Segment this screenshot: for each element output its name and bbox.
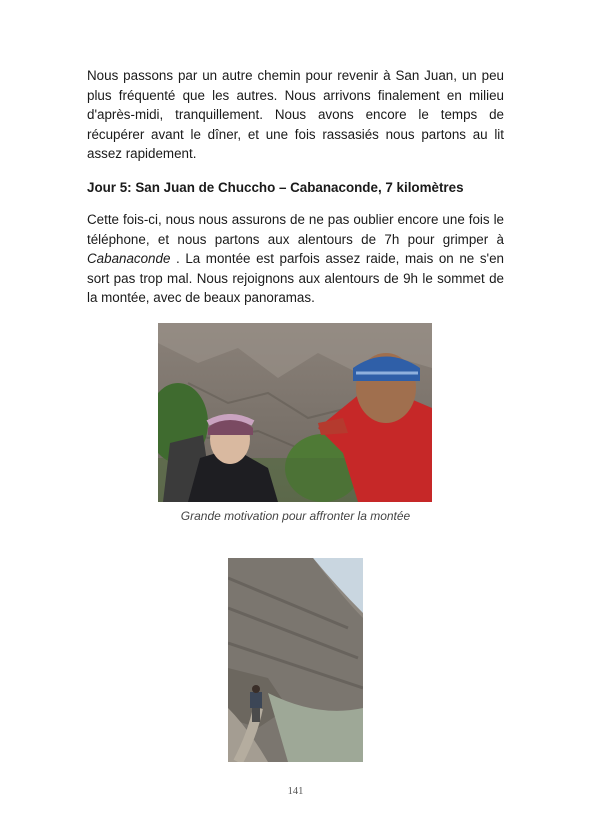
trail-photo: [228, 558, 363, 762]
paragraph-return-san-juan: Nous passons par un autre chemin pour revenir à San Juan, un peu plus fréquenté que les autres. Nous arrivons finalement en milieu d'après-midi, tranquillement. Nous avons encore le temps de récupérer avant le dîner, et une fois rassasiés nous partons au lit assez rapidement.: [87, 68, 504, 162]
day5-heading: Jour 5: San Juan de Chuccho – Cabanaconde, 7 kilomètres: [87, 180, 464, 195]
place-name: Cabanaconde: [87, 251, 171, 267]
paragraph-part2: . La montée est parfois assez raide, mais on ne s'en sort pas trop mal. Nous rejoignons aux alentours de 9h le sommet de la montée, avec de beaux panoramas.: [87, 251, 504, 306]
paragraph-climb-cabanaconde: [87, 210, 504, 308]
hikers-photo-image: [158, 323, 432, 502]
trail-photo-image: [228, 558, 363, 762]
photo-caption: Grande motivation pour affronter la montée: [180, 509, 411, 523]
paragraph-part1: Cette fois-ci, nous nous assurons de ne pas oublier encore une fois le téléphone, et nous partons aux alentours de 7h pour grimper à: [87, 212, 504, 247]
hikers-photo: [158, 323, 432, 502]
page-number: 141: [287, 786, 304, 797]
